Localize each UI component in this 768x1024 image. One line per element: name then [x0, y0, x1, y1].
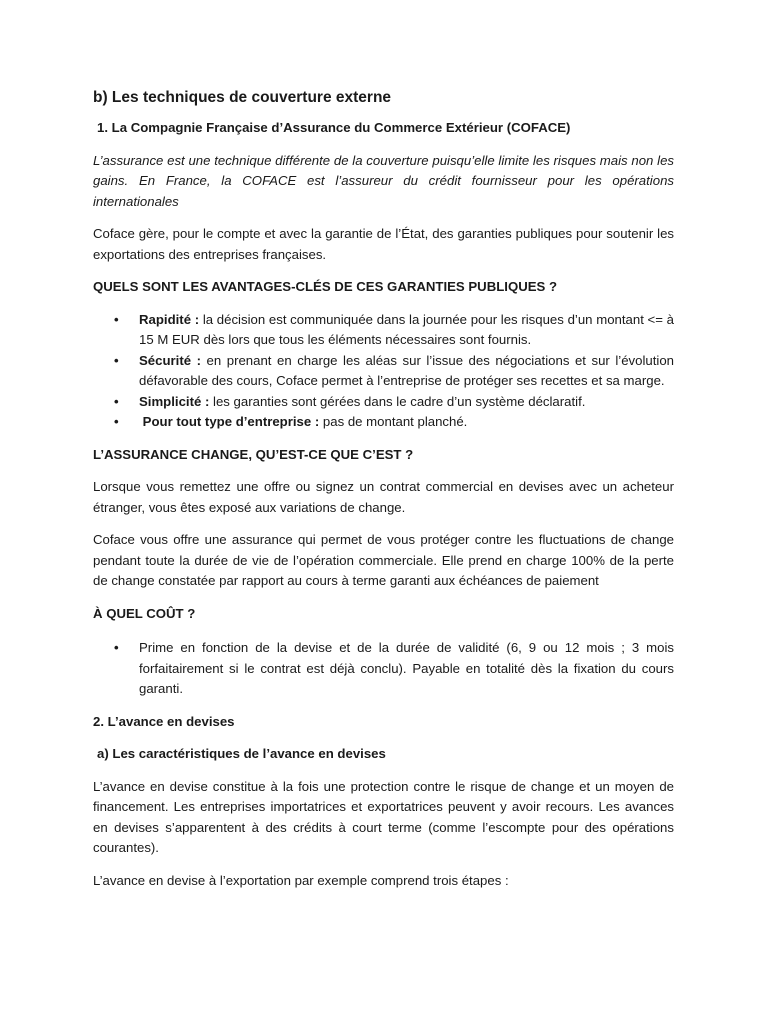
bullet-icon: •: [114, 311, 119, 327]
advantage-text: la décision est communiquée dans la journée pour les risques d’un montant <= à 15 M EUR dès lors que tous les éléments nécessaires sont fournis.: [139, 311, 674, 347]
bullet-icon: •: [114, 414, 119, 429]
list-item: [93, 351, 674, 392]
bullet-icon: •: [114, 352, 119, 368]
cost-heading: À QUEL COÛT ?: [93, 605, 196, 621]
list-item: [93, 638, 674, 700]
subsection-coface-title: 1. La Compagnie Française d’Assurance du Commerce Extérieur (COFACE): [97, 120, 571, 135]
advance-paragraph-2: L’avance en devise à l’exportation par exemple comprend trois étapes :: [93, 872, 509, 888]
advantage-label: Pour tout type d’entreprise :: [139, 414, 320, 429]
advantages-list: [93, 310, 674, 433]
coface-paragraph: Coface gère, pour le compte et avec la garantie de l’État, des garanties publiques pour soutenir les exportations des entreprises françaises.: [93, 226, 674, 262]
bullet-icon: •: [114, 393, 119, 409]
subsection-advance-features-title: a) Les caractéristiques de l’avance en devises: [97, 746, 386, 761]
list-item: [93, 392, 674, 413]
advantage-text: pas de montant planché.: [319, 414, 468, 429]
advance-paragraph-1: L’avance en devise constitue à la fois une protection contre le risque de change et un moyen de financement. Les entreprises importatrices et exportatrices peuvent y avoir recours. Les avances en devises s’apparentent à des crédits à court terme (comme l’escompte pour des opérations courantes).: [93, 778, 674, 855]
advantage-text: en prenant en charge les aléas sur l’issue des négociations et sur l’évolution défavorable des cours, Coface permet à l’entreprise de protéger ses recettes et sa marge.: [139, 352, 674, 388]
advantage-text: les garanties sont gérées dans le cadre d’un système déclaratif.: [209, 393, 586, 409]
exchange-paragraph-2: Coface vous offre une assurance qui permet de vous protéger contre les fluctuations de change pendant toute la durée de vie de l’opération commerciale. Elle prend en charge 100% de la perte de change constatée par rapport au cours à terme garanti aux échéances de paiement: [93, 532, 674, 588]
cost-text: Prime en fonction de la devise et de la durée de validité (6, 9 ou 12 mois ; 3 mois forfaitairement si le contrat est déjà conclu). Payable en totalité dès la fixation du cours garanti.: [139, 640, 674, 696]
bullet-icon: •: [114, 640, 119, 655]
exchange-heading: L’ASSURANCE CHANGE, QU’EST-CE QUE C’EST ?: [93, 446, 414, 462]
advantage-label: Simplicité :: [139, 393, 210, 409]
exchange-paragraph-1: Lorsque vous remettez une offre ou signez un contrat commercial en devises avec un acheteur étranger, vous êtes exposé aux variations de change.: [93, 479, 674, 515]
section-title: b) Les techniques de couverture externe: [93, 89, 392, 106]
cost-list: [93, 638, 674, 700]
advantage-label: Sécurité :: [139, 352, 201, 368]
advantages-heading: QUELS SONT LES AVANTAGES-CLÉS DE CES GARANTIES PUBLIQUES ?: [93, 279, 558, 294]
intro-italic-paragraph: L’assurance est une technique différente de la couverture puisqu’elle limite les risques mais non les gains. En France, la COFACE est l’assureur du crédit fournisseur pour les opérations internationales: [93, 152, 674, 209]
document-page: [93, 86, 674, 903]
subsection-advance-title: 2. L’avance en devises: [93, 713, 235, 729]
list-item: [93, 412, 674, 433]
list-item: [93, 310, 674, 351]
advantage-label: Rapidité :: [139, 311, 200, 327]
